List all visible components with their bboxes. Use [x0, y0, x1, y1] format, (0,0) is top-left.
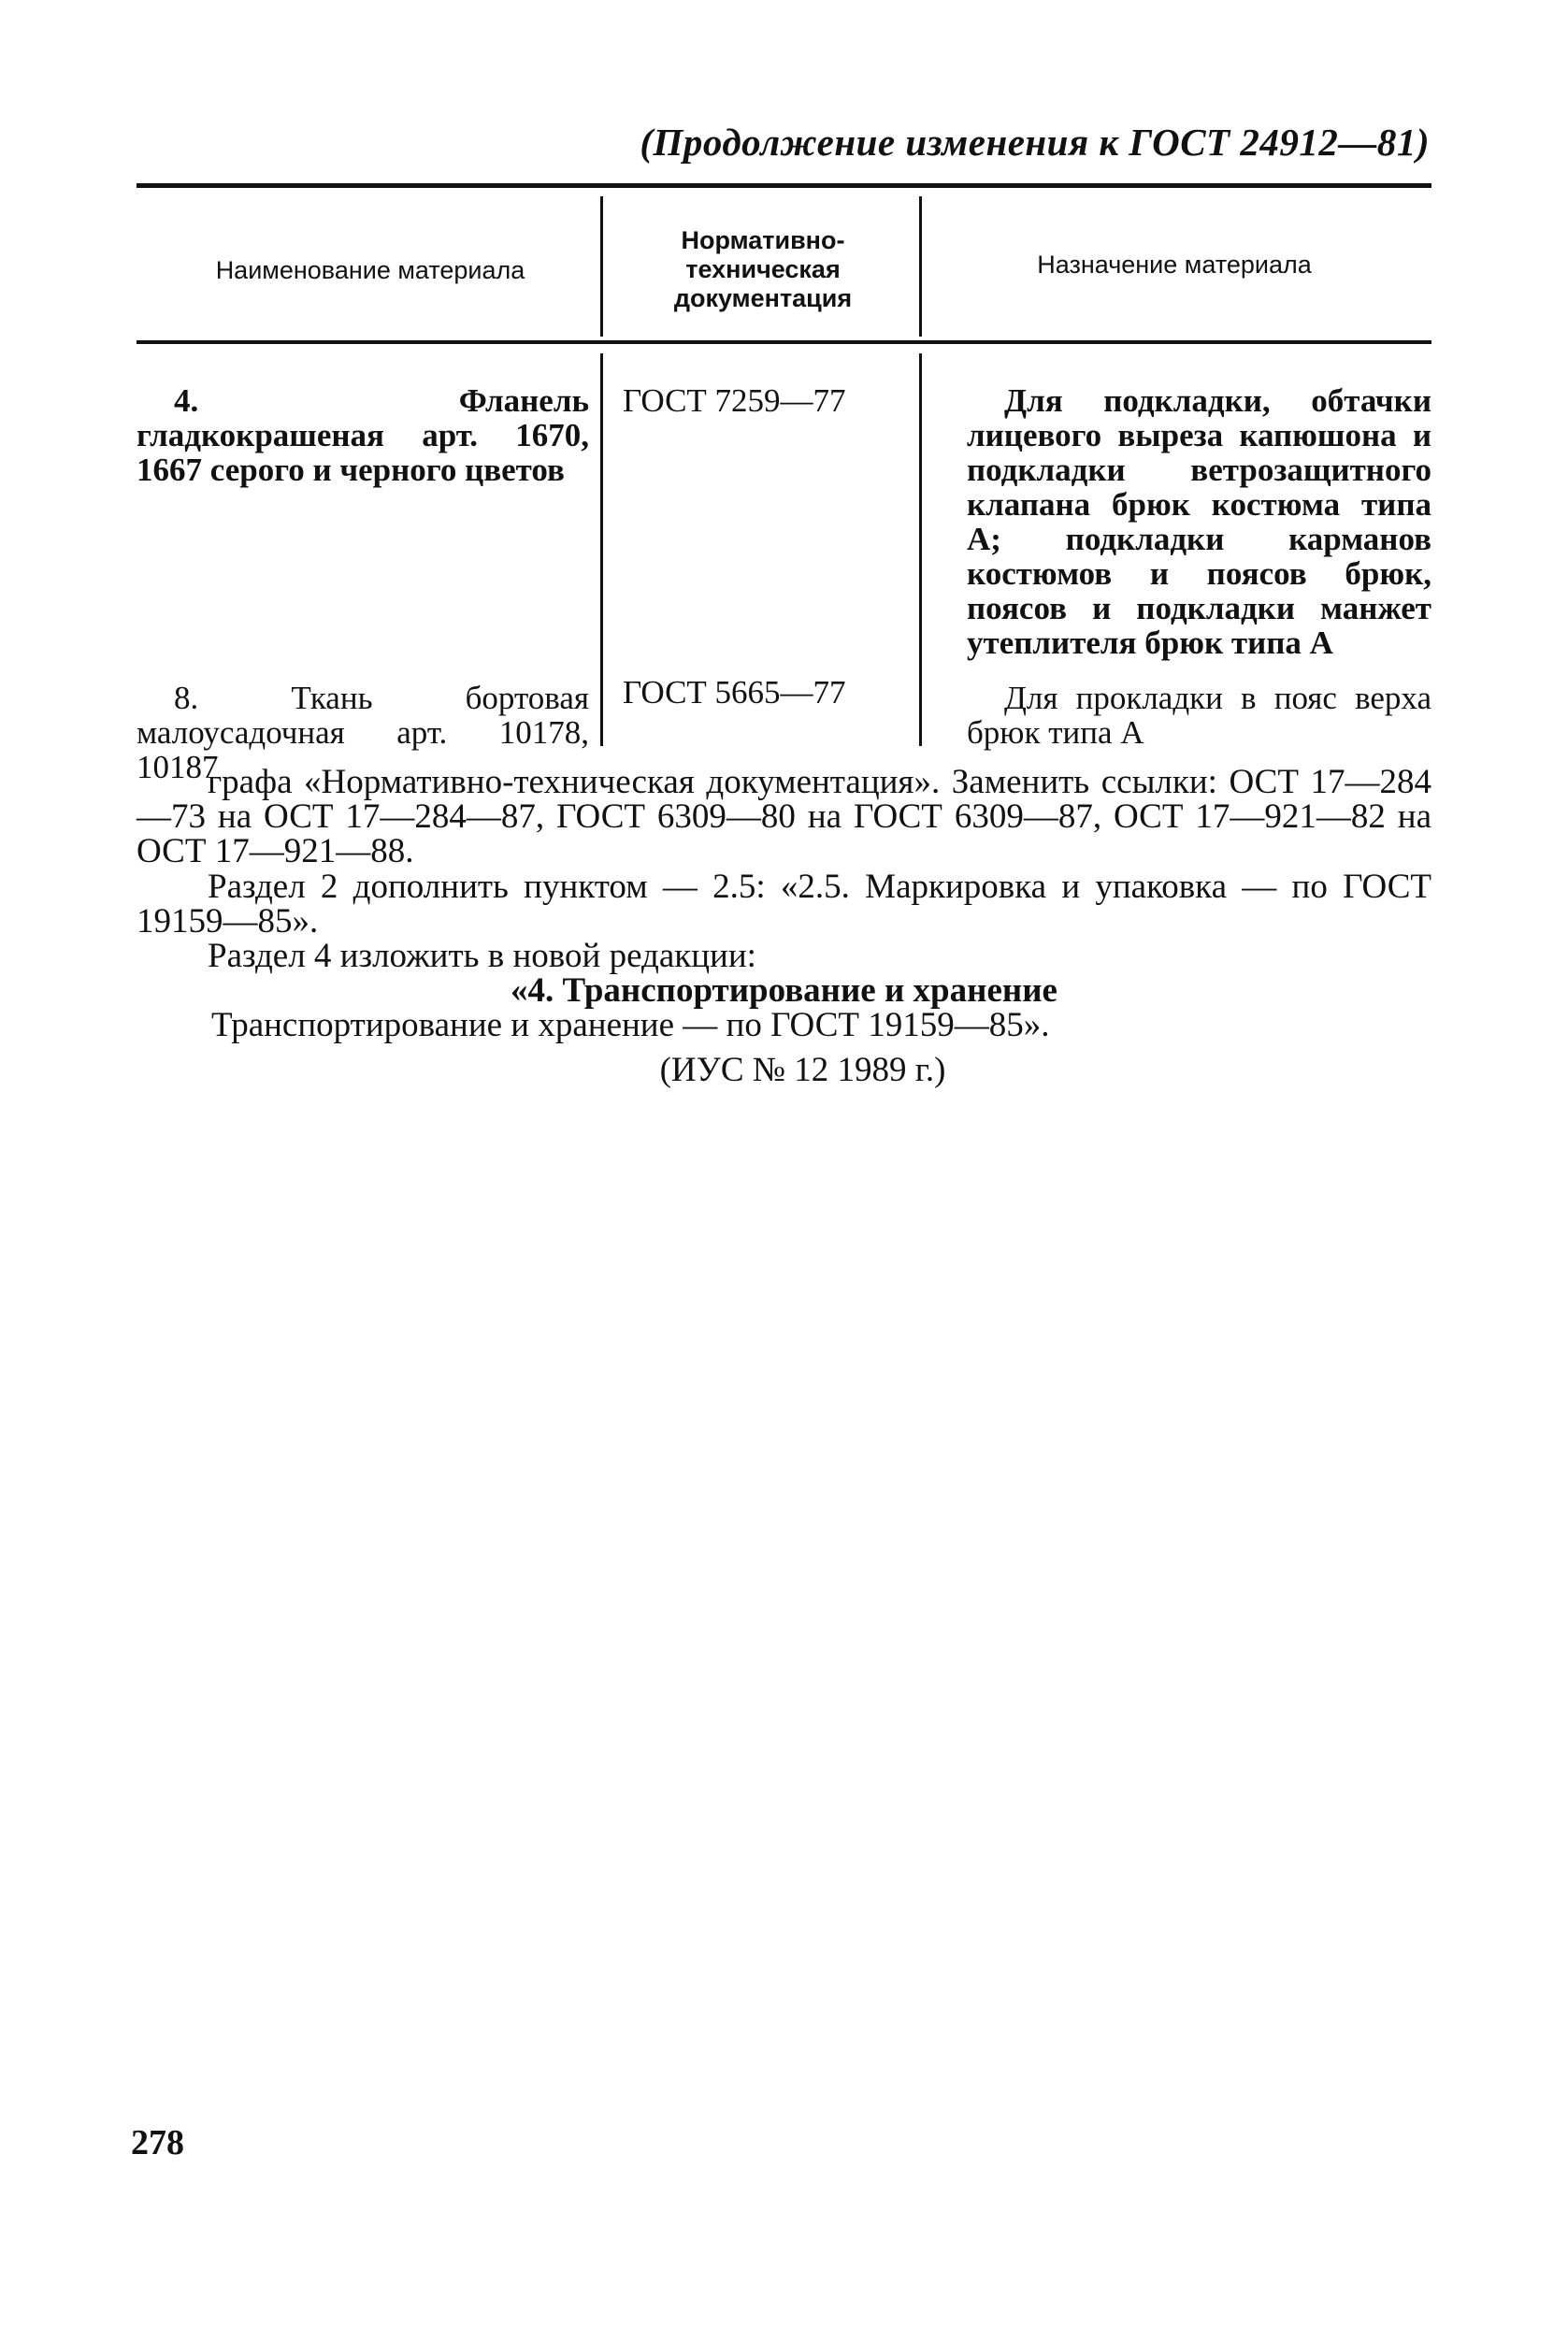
paragraph-section-4: Раздел 4 изложить в новой редакции: [208, 937, 756, 975]
header-bottom-rule [137, 340, 1431, 344]
row-1-material-name: 4. Фланель гладкокрашеная арт. 1670, 1667 серого и черного цветов [137, 382, 589, 488]
row-1-purpose: Для подкладки, обтачки лицевого выреза капюшона и подкладки ветрозащитного клапана брюк костюма типа А; подкладки карманов костюмов и поясов брюк, поясов и подкладки манжет утеплителя брюк типа А [967, 382, 1431, 661]
paragraph-transport: Транспортирование и хранение — по ГОСТ 19159—85». [211, 1006, 1050, 1044]
header-normative-doc: Нормативно-техническая документация [673, 226, 853, 313]
section-title: «4. Транспортирование и хранение [511, 971, 1057, 1010]
column-divider [600, 353, 603, 746]
paragraph-references: графа «Нормативно-техническая документация». Заменить ссылки: ОСТ 17—284—73 на ОСТ 17—284—87, ГОСТ 6309—80 на ГОСТ 6309—87, ОСТ 17—921—82 на ОСТ 17—921—88. [137, 763, 1431, 870]
header-material-name: Наименование материала [215, 256, 525, 284]
row-2-purpose: Для прокладки в пояс верха брюк типа А [967, 680, 1431, 751]
row-2-material-name: 8. Ткань бортовая малоусадочная арт. 10178, 10187 [137, 680, 589, 785]
row-2-normative-doc: ГОСТ 5665—77 [623, 674, 846, 711]
paragraph-section-2: Раздел 2 дополнить пунктом — 2.5: «2.5. Маркировка и упаковка — по ГОСТ 19159—85». [137, 868, 1431, 941]
column-divider [919, 196, 922, 337]
column-divider [600, 196, 603, 337]
page-number: 278 [131, 2123, 184, 2162]
header-purpose: Назначение материала [1037, 251, 1312, 279]
table-top-rule [137, 183, 1431, 188]
running-head: (Продолжение изменения к ГОСТ 24912—81) [640, 121, 1430, 164]
source-note: (ИУС № 12 1989 г.) [659, 1051, 946, 1089]
column-divider [919, 353, 922, 746]
row-1-normative-doc: ГОСТ 7259—77 [623, 382, 846, 419]
